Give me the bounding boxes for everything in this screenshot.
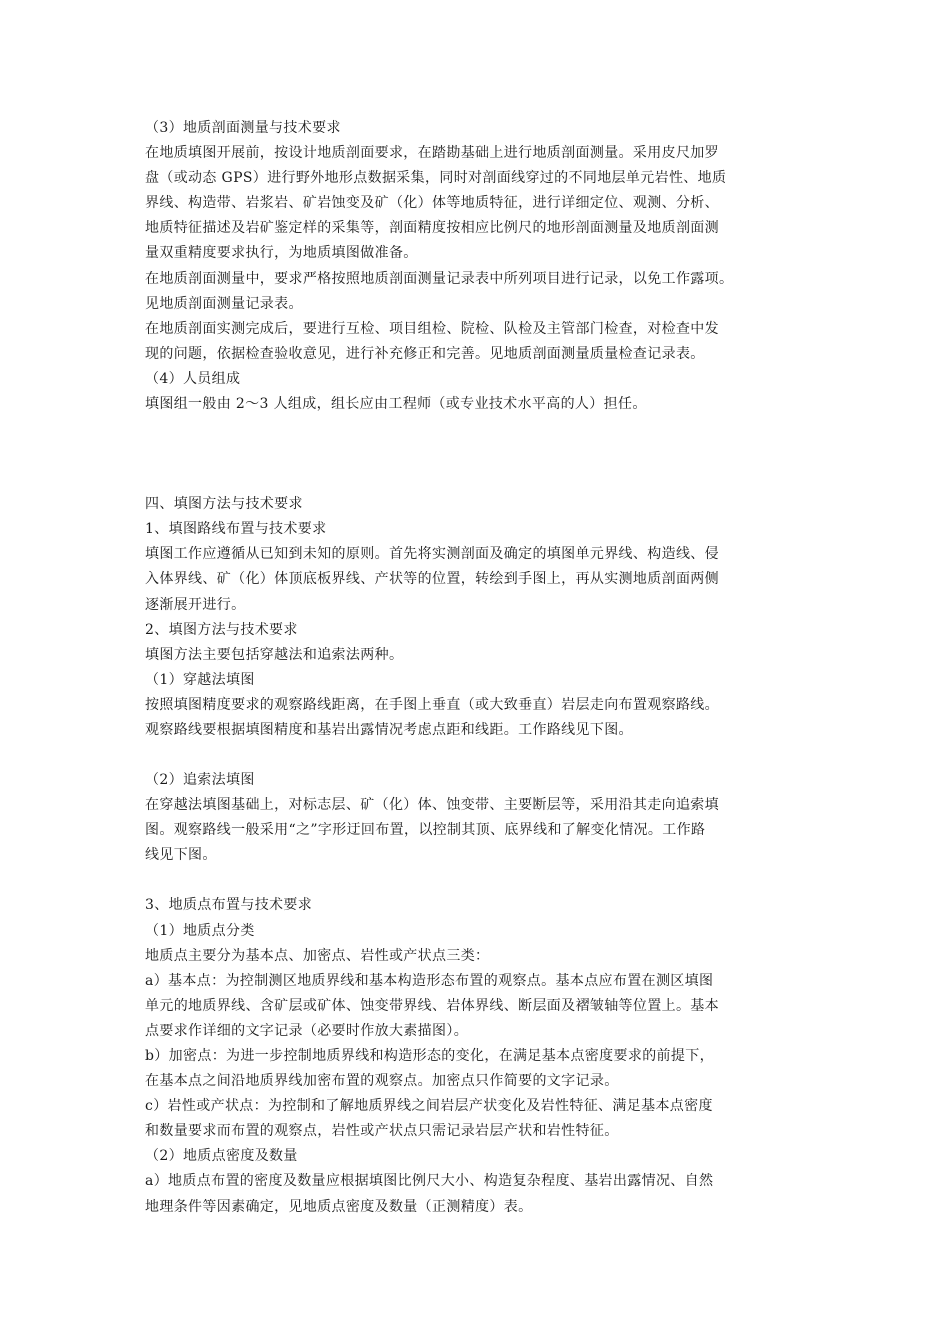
heading-point-density: （2）地质点密度及数量	[145, 1148, 298, 1165]
heading-geologic-points: 3、地质点布置与技术要求	[145, 897, 313, 914]
section-mapping-methods	[145, 492, 810, 743]
heading-route-layout: 1、填图路线布置与技术要求	[145, 521, 327, 538]
list-item-infill-point: b）加密点：为进一步控制地质界线和构造形态的变化，在满足基本点密度要求的前提下，	[145, 1048, 714, 1064]
paragraph-line: 填图方法主要包括穿越法和追索法两种。	[145, 646, 404, 663]
heading-method-requirements: 2、填图方法与技术要求	[145, 621, 298, 638]
paragraph-line: 在基本点之间沿地质界线加密布置的观察点。加密点只作简要的文字记录。	[145, 1073, 619, 1090]
section-tracing-method	[145, 768, 810, 868]
paragraph-line: 和数量要求而布置的观察点，岩性或产状点只需记录岩层产状和岩性特征。	[145, 1123, 619, 1140]
paragraph-line: 在穿越法填图基础上，对标志层、矿（化）体、蚀变带、主要断层等，采用沿其走向追索填	[145, 797, 719, 814]
section-geologic-points	[145, 893, 810, 1219]
heading-mapping-methods: 四、填图方法与技术要求	[145, 496, 303, 513]
paragraph-line: 观察路线要根据填图精度和基岩出露情况考虑点距和线距。工作路线见下图。	[145, 721, 633, 738]
paragraph-line: 图。观察路线一般采用“之”字形迂回布置，以控制其顶、底界线和了解变化情况。工作路	[145, 822, 706, 839]
heading-profile-survey: （3）地质剖面测量与技术要求	[145, 120, 341, 136]
paragraph-line: 地质特征描述及岩矿鉴定样的采集等，剖面精度按相应比例尺的地形剖面测量及地质剖面测	[145, 220, 719, 237]
list-item-lithology-point: c）岩性或产状点：为控制和了解地质界线之间岩层产状变化及岩性特征、满足基本点密度	[145, 1098, 713, 1115]
paragraph-line: 入体界线、矿（化）体顶底板界线、产状等的位置，转绘到手图上，再从实测地质剖面两侧	[145, 571, 719, 588]
paragraph-line: 地质点主要分为基本点、加密点、岩性或产状点三类：	[145, 947, 490, 964]
list-item-basic-point: a）基本点：为控制测区地质界线和基本构造形态布置的观察点。基本点应布置在测区填图	[145, 972, 714, 989]
paragraph-line: 界线、构造带、岩浆岩、矿岩蚀变及矿（化）体等地质特征，进行详细定位、观测、分析、	[145, 195, 719, 212]
paragraph-line: 地理条件等因素确定，见地质点密度及数量（正测精度）表。	[145, 1198, 533, 1215]
paragraph-line: 现的问题，依据检查验收意见，进行补充修正和完善。见地质剖面测量质量检查记录表。	[145, 345, 705, 362]
paragraph-line: 在地质填图开展前，按设计地质剖面要求，在踏勘基础上进行地质剖面测量。采用皮尺加罗	[145, 145, 719, 162]
heading-point-classification: （1）地质点分类	[145, 922, 255, 939]
paragraph-line: 按照填图精度要求的观察路线距离，在手图上垂直（或大致垂直）岩层走向布置观察路线。	[145, 696, 719, 713]
paragraph-line: 点要求作详细的文字记录（必要时作放大素描图）。	[145, 1022, 469, 1039]
list-item-density: a）地质点布置的密度及数量应根据填图比例尺大小、构造复杂程度、基岩出露情况、自然	[145, 1173, 714, 1190]
section-profile-survey	[145, 116, 810, 417]
paragraph-line: 在地质剖面实测完成后，要进行互检、项目组检、院检、队检及主管部门检查，对检查中发	[145, 320, 719, 337]
paragraph-line: 逐渐展开进行。	[145, 596, 246, 613]
spacer	[145, 743, 810, 768]
heading-tracing-method: （2）追索法填图	[145, 772, 255, 789]
paragraph-line: 盘（或动态 GPS）进行野外地形点数据采集，同时对剖面线穿过的不同地层单元岩性、地质	[145, 170, 727, 187]
paragraph-line: 在地质剖面测量中，要求严格按照地质剖面测量记录表中所列项目进行记录，以免工作露项。	[145, 270, 734, 287]
heading-personnel: （4）人员组成	[145, 370, 241, 387]
document-page	[145, 116, 810, 1220]
paragraph-line: 量双重精度要求执行，为地质填图做准备。	[145, 245, 418, 262]
spacer	[145, 868, 810, 893]
paragraph-line: 填图组一般由 2～3 人组成，组长应由工程师（或专业技术水平高的人）担任。	[145, 396, 647, 413]
spacer	[145, 417, 810, 492]
paragraph-line: 填图工作应遵循从已知到未知的原则。首先将实测剖面及确定的填图单元界线、构造线、侵	[145, 546, 719, 563]
paragraph-line: 见地质剖面测量记录表。	[145, 295, 303, 312]
heading-crossing-method: （1）穿越法填图	[145, 671, 255, 688]
paragraph-line: 单元的地质界线、含矿层或矿体、蚀变带界线、岩体界线、断层面及褶皱轴等位置上。基本	[145, 997, 719, 1014]
paragraph-line: 线见下图。	[145, 847, 217, 864]
